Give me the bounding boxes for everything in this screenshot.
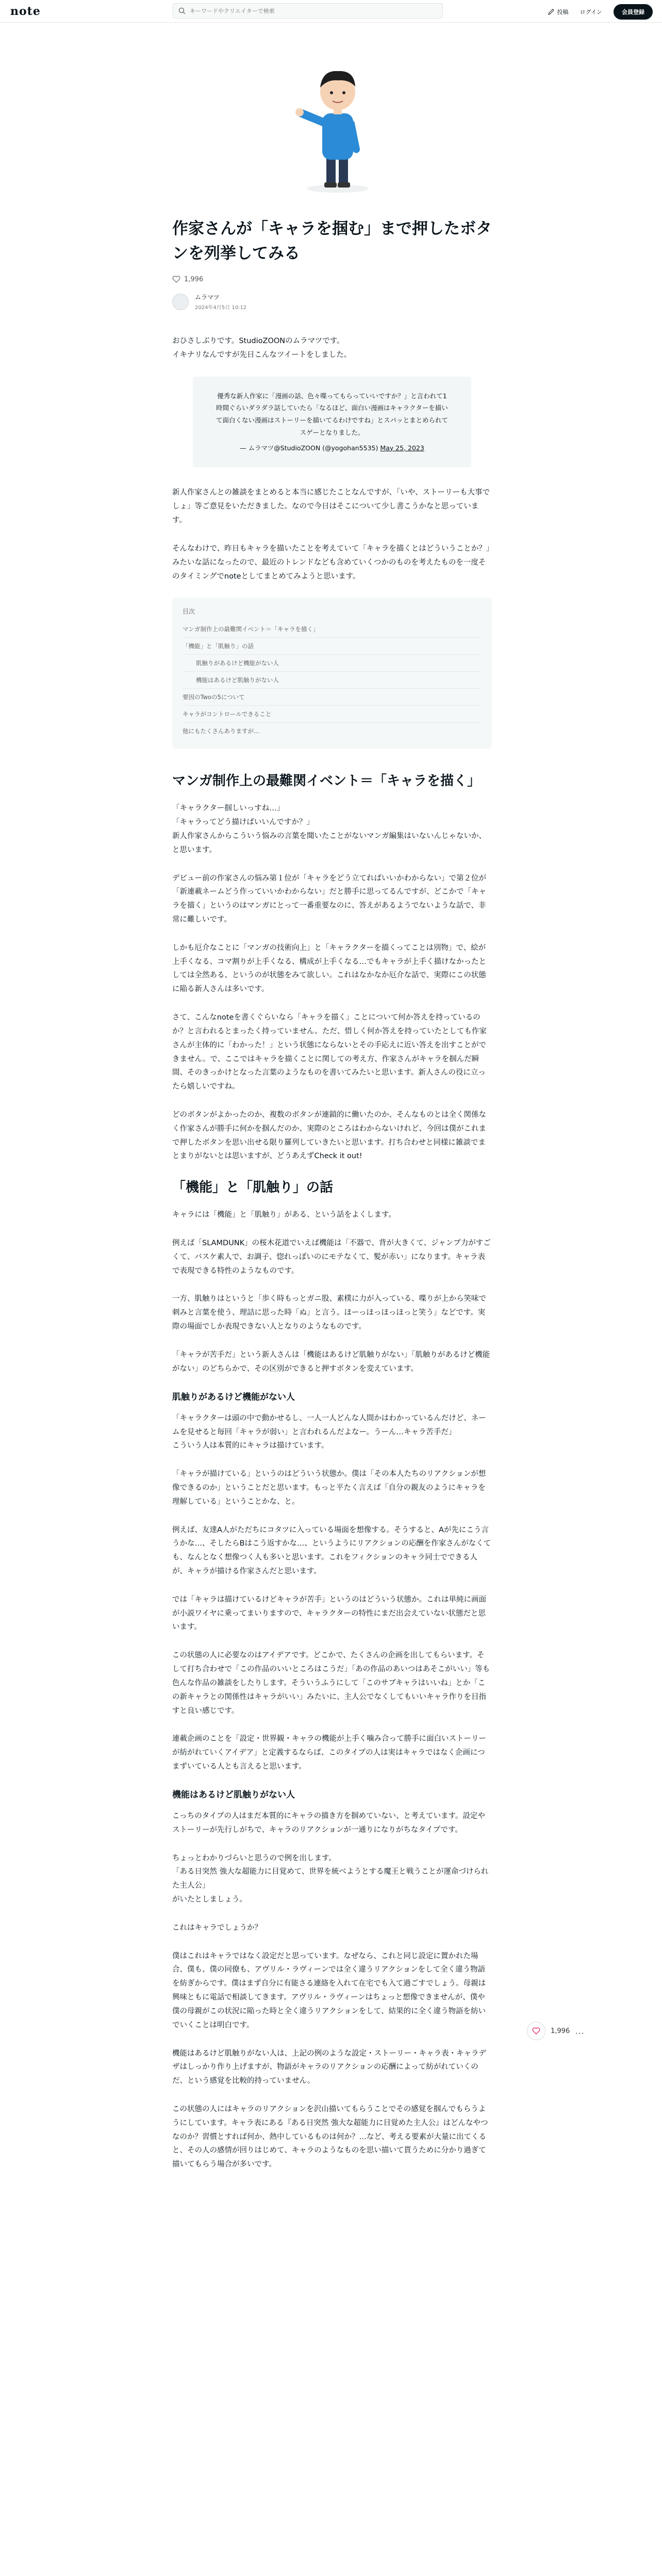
paragraph: そんなわけで、昨日もキャラを描いたことを考えていて「キャラを描くとはどういうことか？」みたいな話になったので、最近のトレンドなども含めていくつかのものを考えたものを一度そのタイミングでnoteとしてまとめてみようと思います。 xyxy=(172,544,490,581)
toc-item[interactable]: キャラがコントロールできること xyxy=(183,706,482,723)
avatar[interactable] xyxy=(172,294,189,310)
paragraph: 機能はあるけど肌触りがない人は、上記の例のような設定・ストーリー・キャラ表・キャラデザはしっかり作り上げますが、物語がキャラのリアクションの応酬によって紡がれていくのだ、という感覚を比較的持っていません。 xyxy=(172,2049,486,2086)
paragraph: さて、こんなnoteを書くぐらいなら「キャラを描く」ことについて何か答えを持っているのか？と言われるとまったく持っていません。ただ、惜しく何か答えを持っていたとしても作家さんが主体的に「わかった！」という状態にならないとその手応えに近い答えを出すことができません。で、ここではキャラを描くことに関しての考え方、作家さんがキャラを掴んだ瞬間、そのきっかけとなった言葉のようなものを書いてみたいと思います。新人さんの役に立ったら嬉しいですね。 xyxy=(172,1013,487,1091)
search-icon xyxy=(178,7,186,14)
toc-item[interactable]: マンガ制作上の最難関イベント＝「キャラを描く」 xyxy=(183,621,482,638)
toc-item[interactable]: 機能はあるけど肌触りがない人 xyxy=(183,672,482,689)
pen-icon xyxy=(548,8,555,15)
article xyxy=(172,216,492,2186)
toc-item[interactable]: 肌触りがあるけど機能がない人 xyxy=(183,655,482,672)
intro-paragraph xyxy=(172,334,492,362)
top-bar xyxy=(0,0,662,23)
paragraph: 一方、肌触りはというと「歩く時もっとガニ股、素樸に力が入っている、喋りが上から笑味で刺みと言葉を使う、理詰に思った時「ぬ」と言う。ほーっほっほっほっと笑う」などです。実際の場面でしか表現できない人となりのようなものです。 xyxy=(172,1295,486,1331)
tweet-attribution xyxy=(216,442,449,454)
table-of-contents xyxy=(172,598,492,749)
toc-item[interactable]: 「機能」と「肌触り」の話 xyxy=(183,638,482,655)
post-label: 投稿 xyxy=(557,9,569,15)
signup-button[interactable]: 会員登録 xyxy=(614,4,653,20)
paragraph: 僕はこれはキャラではなく設定だと思っています。なぜなら、これと同じ設定に置かれた場合、僕も、僕の同僚も、アヴリル・ラヴィーンでは全く違うリアクションをして全く違う物語を紡ぎからです。僕はまず自分に有能さる連絡を入れて在宅でも入て過ごすでしょう。母親は興味ともに電話で相談してきます。アヴリル・ラヴィーンはちょっと想像できませんが、僕や僕の母親がこの状況に陥った時と全く違うリアクションをして、結果的に全く違う物語を紡いでいくことは明白です。 xyxy=(172,1952,486,2029)
paragraph: 「キャラが描けている」というのはどういう状態か。僕は「その本人たちのリアクションが想像できるのか」ということだと思います。もっと平たく言えば「自分の親友のようにキャラを理解している」ということかな、と。 xyxy=(172,1470,486,1506)
paragraph: 「キャラクター掴しいっすね…」 「キャラってどう描けばいいんですか？」 新人作家さんからこういう悩みの言葉を聞いたことがないマンガ編集はいないんじゃないか、と思います。 xyxy=(172,804,486,854)
paragraph: この状態の人に必要なのはアイデアです。どこかで、たくさんの企画を出してもらいます。そして打ち合わせで「この作品のいいところはこうだ」「あの作品のあいつはあそこがいい」等も色んな作品の雑談をしたりします。そういうふうにして「このサブキャラはいいね」とか「この新キャラとの関係性はキャラがいい」みたいに、主人公でなくしてもいいキャラ作りを目指すと良い感じです。 xyxy=(172,1651,490,1715)
tweet-text: 優秀な新人作家に「漫画の話、色々喋ってもらっていいですか？」と言われて1時間ぐらいダラダラ話していたら「なるほど、面白い漫画はキャラクターを描いて面白くない漫画はストーリーを描いてるわけですね」とスパッとまとめられてスゲーとなりました。 xyxy=(216,392,448,436)
intro-line: イキナリなんですが先日こんなツイートをしました。 xyxy=(172,350,352,359)
login-link[interactable]: ログイン xyxy=(580,9,602,15)
more-options-icon[interactable]: … xyxy=(575,2025,585,2037)
header-actions xyxy=(548,4,653,20)
embedded-tweet[interactable] xyxy=(193,377,471,468)
publish-date: 2024年4月5日 10:12 xyxy=(195,305,247,311)
paragraph: 連載企画のことを「設定・世界観・キャラの機能が上手く噛み合って勝手に面白いストーリーが紡がれていくアイデア」と定義するならば、このタイプの人は実はキャラではなく企画につまずいている人とも言えると思います。 xyxy=(172,1735,486,1771)
paragraph: キャラには「機能」と「肌触り」がある、という話をよくします。 xyxy=(172,1211,396,1219)
search-input[interactable] xyxy=(190,8,437,14)
section-heading: 「機能」と「肌触り」の話 xyxy=(172,1180,334,1196)
paragraph: しかも厄介なことに「マンガの技術向上」と「キャラクターを描くってことは別物」で、絵が上手くなる、コマ割りが上手くなる、構成が上手くなる…でもキャラが上手く描けなかったとしては全然ある、というのが状態をみて欲しい。これはなかなか厄介な話で、実際にこの状態に陥る新人さんは多いです。 xyxy=(172,943,486,994)
header-illustration xyxy=(286,57,379,198)
paragraph: 例えば、友達A人がただちにコタツに入っている場面を想像する。そうすると、Aが先にこう言うかな…、そしたらBはこう返すかな…、というようにリアクションの応酬を作家さんがなくても、なんとなく想像つく人も多いと思います。これをフィクションのキャラ同士でできる人が、キャラが描ける作家さんだと思います。 xyxy=(172,1526,491,1576)
toc-item[interactable]: 要因のTwoの5について xyxy=(183,689,482,706)
article-body xyxy=(172,334,492,2172)
like-count: 1,996 xyxy=(184,275,204,283)
note-logo[interactable]: note xyxy=(10,4,41,18)
like-button[interactable] xyxy=(527,2022,545,2040)
intro-line: おひさしぶりです。StudioZOONのムラマツです。 xyxy=(172,337,344,346)
article-title: 作家さんが「キャラを掴む」まで押したボタンを列挙してみる xyxy=(172,219,492,263)
like-summary[interactable] xyxy=(172,275,492,283)
paragraph: どのボタンがよかったのか、複数のボタンが連鎖的に働いたのか、そんなものとは全く関係なく作家さんが勝手に何かを掴んだのか、実際のところはわからないけれど、今回は僕がこれまで押したボタンを思い出せる限り羅列していきたいと思います。打ち合わせと同様に雑談でまとまりがないとは思いますが、どうあえずCheck it out! xyxy=(172,1110,486,1161)
paragraph: これはキャラでしょうか？ xyxy=(172,1923,262,1932)
subsection-heading: 機能はあるけど肌触りがない人 xyxy=(172,1789,295,1800)
floating-like-count: 1,996 xyxy=(551,2027,570,2035)
subsection-heading: 肌触りがあるけど機能がない人 xyxy=(172,1392,295,1402)
tweet-author: — ムラマツ@StudioZOON (@yogohan5535) xyxy=(240,444,380,452)
section-heading: マンガ制作上の最難関イベント＝「キャラを描く」 xyxy=(172,773,481,789)
paragraph: ちょっとわかりづらいと思うので例を出します。 「ある日突然 強大な超能力に目覚めて、世界を統べようとする魔王と戦うことが運命づけられた主人公」 がいたとしましょう。 xyxy=(172,1854,489,1904)
paragraph: 新人作家さんとの雑談をまとめると本当に感じたことなんですが、「いや、ストーリーも大事でしょ」等ご意見をいただきました。なので今日はそこについて少し書こうかなと思っています。 xyxy=(172,488,490,525)
author-block[interactable] xyxy=(172,293,492,311)
paragraph: こっちのタイプの人はまだ本質的にキャラの描き方を掴めていない、と考えています。設定やストーリーが先行しがちで、キャラのリアクションが一通りになりがちなタイプです。 xyxy=(172,1811,485,1834)
paragraph: 「キャラが苦手だ」という新人さんは「機能はあるけど肌触りがない」「肌触りがあるけど機能がない」のどちらかで、その区別ができると押すボタンを変えています。 xyxy=(172,1350,490,1373)
tweet-date-link[interactable]: May 25, 2023 xyxy=(380,444,424,452)
paragraph: 例えば「SLAMDUNK」の桜木花道でいえば機能は「不器で、背が大きくて、ジャンプ力がすごくて、バスケ素人で、お調子、惚れっぽいのにモテなくて、髪が赤い」になります。キャラ表で表現できる特性のようなものです。 xyxy=(172,1239,491,1275)
post-button[interactable] xyxy=(548,8,569,16)
heart-icon xyxy=(532,2027,540,2035)
floating-action-bar xyxy=(527,2022,585,2040)
paragraph: では「キャラは描けているけどキャラが苦手」というのはどういう状態か。これは単純に画面が小説ワイヤに乗ってまいりますので、キャラクターの特性にまだ出会えていない状態だと思います。 xyxy=(172,1595,486,1632)
paragraph: 「キャラクターは頭の中で動かせるし、一人一人どんな人間かはわかっているんだけど、ネームを見せると毎回「キャラが弱い」と言われるんだよなー。うーん…キャラ苦手だ」 こういう人は本質的にキャラは描けています。 xyxy=(172,1414,486,1450)
author-name[interactable]: ムラマツ xyxy=(195,294,220,301)
toc-item[interactable]: 他にもたくさんありますが… xyxy=(183,727,260,735)
search-box[interactable] xyxy=(173,3,443,19)
paragraph: この状態の人にはキャラのリアクションを沢山描いてもらうことでその感覚を掴んでもらうようにしています。キャラ表にある『ある日突然 強大な超能力に目覚めた主人公』はどんなやつなのか？習慣とすれば何か、熱中しているものは何か？…など、考える要素が大量に出てくると、その人の感情が回りはじめて、キャラのようなものを思い描いて貰うために分かり過ぎて描いてもらう場合が多いです。 xyxy=(172,2105,488,2169)
paragraph: デビュー前の作家さんの悩み第１位が「キャラをどう立てればいいかわからない」で第２位が「新連載ネームどう作っていいかわからない」だと勝手に思ってるんですが、どこかで「キャラを描く」というのはマンガにとって一番重要なのに、答えがあるようでないような話で、非常に難しいです。 xyxy=(172,874,486,924)
heart-icon xyxy=(172,275,180,283)
toc-title: 目次 xyxy=(183,608,195,616)
